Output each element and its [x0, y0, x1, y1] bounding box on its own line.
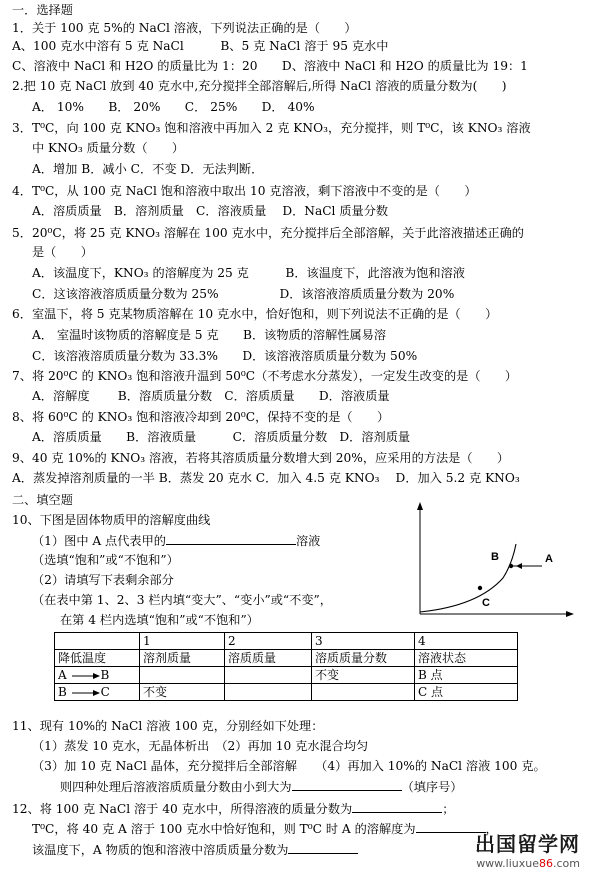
q3-stem-line2: 中 KNO₃ 质量分数（ ）	[32, 141, 185, 155]
q1-options-cd: C、溶液中 NaCl 和 H2O 的质量比为 1：20 D、溶液中 NaCl 和 H2O 的质量比为 19：1	[12, 59, 528, 73]
transition-from: B	[58, 685, 67, 699]
q10-part1	[32, 532, 320, 550]
watermark-url	[475, 857, 580, 870]
q1-stem: 1．关于 100 克 5%的 NaCl 溶液，下列说法正确的是（ ）	[12, 21, 357, 35]
table-cell: 3	[312, 633, 415, 650]
table-cell[interactable]	[225, 667, 312, 684]
q10-part1-hint: （选填“饱和”或“不饱和”）	[32, 553, 179, 567]
table-row-header	[55, 650, 518, 667]
q9-stem: 9、40 克 10%的 KNO₃ 溶液，若将其溶质质量分数增大到 20%，应采用的方法是（ ）	[12, 451, 510, 465]
label-a: A	[545, 553, 553, 565]
q11-answer-blank[interactable]	[292, 778, 402, 791]
site-watermark	[475, 828, 580, 870]
table-header-cell: 溶质质量分数	[312, 650, 415, 667]
table-row	[55, 667, 518, 684]
right-arrow-icon	[71, 689, 101, 697]
q3-stem-line1: 3．T⁰C，向 100 克 KNO₃ 饱和溶液中再加入 2 克 KNO₃，充分搅拌，则 T⁰C，该 KNO₃ 溶液	[12, 121, 531, 135]
q8-stem: 8、将 60⁰C 的 KNO₃ 饱和溶液冷却到 20⁰C，保持不变的是（ ）	[12, 410, 390, 424]
q11-line2: （3）加 10 克 NaCl 晶体，充分搅拌后全部溶解 （4）再加入 10%的 NaCl 溶液 100 克。	[32, 759, 546, 773]
table-header-cell: 溶液状态	[415, 650, 518, 667]
q1-options-ab: A、100 克水中溶有 5 克 NaCl B、5 克 NaCl 溶于 95 克水中	[12, 39, 389, 53]
q10-part2-instruction2: 在第 4 栏内选填“饱和”或“不饱和”）	[60, 613, 259, 627]
q2-stem: 2.把 10 克 NaCl 放到 40 克水中,充分搅拌全部溶解后,所得 NaCl 溶液的质量分数为( )	[12, 79, 507, 93]
watermark-url-a: www.liuxue	[476, 857, 539, 870]
table-row-numbers	[55, 633, 518, 650]
watermark-url-c: .com	[553, 857, 580, 870]
q10-part1-blank[interactable]	[166, 532, 296, 545]
q7-stem: 7、将 20⁰C 的 KNO₃ 饱和溶液升温到 50⁰C（不考虑水分蒸发），一定发生改变的是（ ）	[12, 369, 518, 383]
transition-to: C	[100, 685, 110, 699]
q11-stem: 11、现有 10%的 NaCl 溶液 100 克，分别经如下处理：	[12, 719, 324, 733]
solubility-curve-figure	[408, 500, 578, 620]
transition-from: A	[58, 668, 67, 682]
table-cell-transition	[55, 684, 140, 701]
table-cell[interactable]	[140, 667, 225, 684]
q12-line2-text: T⁰C，将 40 克 A 溶于 100 克水中恰好饱和，则 T⁰C 时 A 的溶解度为	[32, 822, 416, 836]
table-cell: 不变	[140, 684, 225, 701]
section-title-fill: 二、填空题	[12, 493, 73, 507]
q3-options: A．增加 B．减小 C．不变 D．无法判断．	[32, 162, 264, 176]
q8-options: A．溶质质量 B．溶液质量 C．溶质质量分数 D．溶剂质量	[32, 430, 411, 444]
q10-part2-instruction1: （在表中第 1、2、3 栏内填“变大”、“变小”或“不变”，	[32, 593, 332, 607]
answer-table	[54, 632, 518, 701]
q6-stem: 6．室温下，将 5 克某物质溶解在 10 克水中，恰好饱和，则下列说法不正确的是（ ）	[12, 307, 498, 321]
table-cell: 不变	[312, 667, 415, 684]
q6-options-ab: A． 室温时该物质的溶解度是 5 克 B．该物质的溶解性属易溶	[32, 328, 387, 342]
q10-part1-text: （1）图中 A 点代表甲的	[32, 534, 166, 548]
q7-options: A．溶解度 B．溶质质量分数 C．溶质质量 D．溶液质量	[32, 389, 390, 403]
q12-line1-tail: ；	[442, 802, 455, 816]
section-title-choice: 一．选择题	[12, 3, 73, 17]
q12-line3-text: 该温度下，A 物质的饱和溶液中溶质质量分数为	[32, 843, 289, 857]
transition-to: B	[100, 668, 110, 682]
q12-line2-tail: ，	[485, 822, 498, 836]
q10-part2: （2）请填写下表剩余部分	[32, 573, 174, 587]
q9-options: A．蒸发掉溶剂质量的一半 B．蒸发 20 克水 C．加入 4.5 克 KNO₃ D．加入 5.2 克 KNO₃	[12, 471, 520, 485]
arrow-b-to-a-head	[516, 563, 522, 569]
q12-line2	[32, 820, 498, 838]
table-cell: 4	[415, 633, 518, 650]
table-header-cell: 溶质质量	[225, 650, 312, 667]
q10-stem: 10、下图是固体物质甲的溶解度曲线	[12, 513, 211, 527]
table-cell[interactable]	[312, 684, 415, 701]
table-cell: C 点	[415, 684, 518, 701]
table-cell-transition	[55, 667, 140, 684]
q10-part1-tail: 溶液	[296, 534, 321, 548]
q12-line3	[32, 841, 358, 859]
x-axis-arrow	[566, 611, 574, 617]
q2-options: A． 10% B． 20% C． 25% D． 40%	[32, 100, 315, 114]
q4-options: A．溶质质量 B．溶剂质量 C．溶液质量 D．NaCl 质量分数	[32, 204, 389, 218]
q12-line1-text: 12、将 100 克 NaCl 溶于 40 克水中，所得溶液的质量分数为	[12, 802, 353, 816]
q5-options-ab: A．该温度下，KNO₃ 的溶解度为 25 克 B．该温度下，此溶液为饱和溶液	[32, 266, 465, 280]
solubility-curve	[420, 544, 516, 612]
q12-blank-3[interactable]	[288, 841, 358, 854]
q5-options-cd: C．这该溶液溶质质量分数为 25% D．该溶液溶质质量分数为 20%	[32, 287, 455, 301]
table-cell[interactable]	[225, 684, 312, 701]
watermark-url-b: 86	[539, 857, 553, 870]
q11-line1: （1）蒸发 10 克水，无晶体析出 （2）再加 10 克水混合均匀	[32, 739, 369, 753]
table-cell	[55, 633, 140, 650]
q11-line3-text: 则四种处理后溶液溶质质量分数由小到大为	[60, 780, 292, 794]
q12-line1	[12, 800, 454, 818]
y-axis-arrow	[417, 502, 423, 510]
point-b	[509, 564, 513, 568]
table-cell: 1	[140, 633, 225, 650]
table-row	[55, 684, 518, 701]
q5-stem-line2: 是（ ）	[32, 245, 93, 259]
label-c: C	[482, 597, 490, 609]
table-cell: 2	[225, 633, 312, 650]
q5-stem-line1: 5．20⁰C，将 25 克 KNO₃ 溶解在 100 克水中，充分搅拌后全部溶解，关于此溶液描述正确的	[12, 226, 524, 240]
table-header-cell: 降低温度	[55, 650, 140, 667]
q12-blank-1[interactable]	[352, 800, 442, 813]
table-header-cell: 溶剂质量	[140, 650, 225, 667]
q11-line3-tail: （填序号）	[401, 780, 463, 794]
point-c	[478, 586, 482, 590]
q11-line3	[60, 778, 463, 796]
watermark-title: 出国留学网	[475, 832, 580, 856]
q6-options-cd: C．该溶液溶质质量分数为 33.3% D．该溶液溶质质量分数为 50%	[32, 349, 418, 363]
table-cell: B 点	[415, 667, 518, 684]
right-arrow-icon	[71, 672, 101, 680]
q4-stem: 4．T⁰C，从 100 克 NaCl 饱和溶液中取出 10 克溶液，剩下溶液中不变的是（ ）	[12, 184, 477, 198]
label-b: B	[491, 551, 499, 563]
